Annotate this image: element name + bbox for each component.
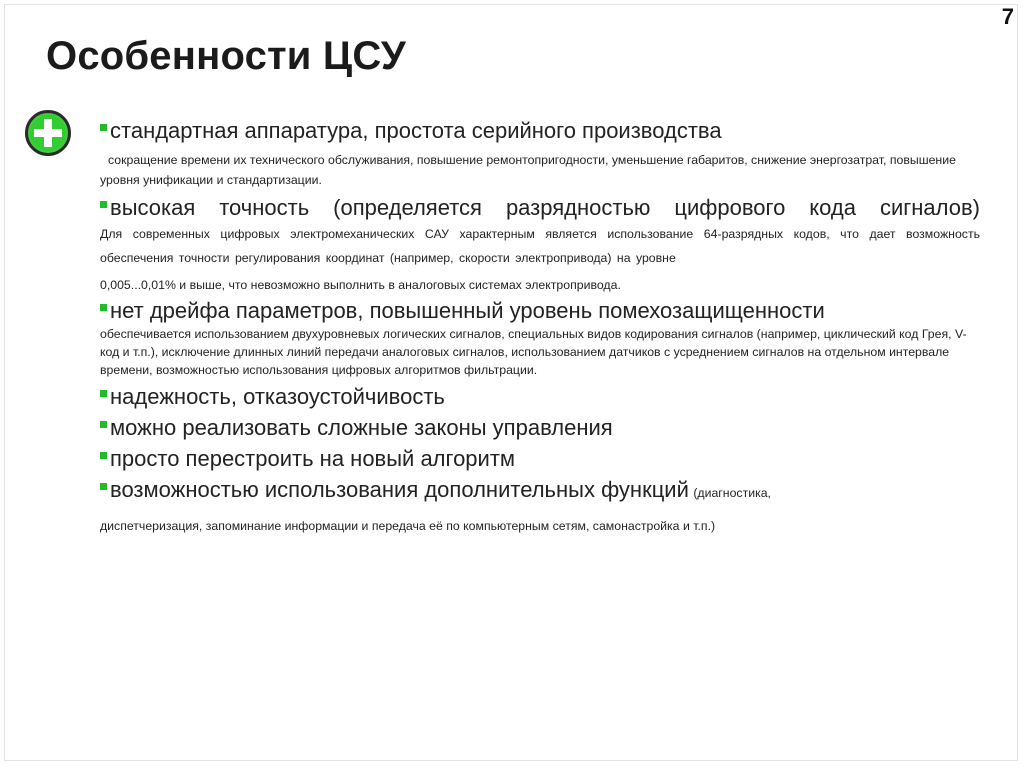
- list-item: [100, 476, 980, 533]
- item-main-text: высокая точность (определяется разрядностью цифрового кода сигналов): [110, 195, 980, 220]
- bullet-marker: [100, 421, 107, 428]
- item-detail-tail: диспетчеризация, запоминание информации и передача её по компьютерным сетям, самонастройка и т.п.): [100, 519, 716, 533]
- bullet-marker: [100, 483, 107, 490]
- list-item: [100, 297, 980, 379]
- list-item: [100, 383, 980, 414]
- bullet-marker: [100, 452, 107, 459]
- item-main-text: надежность, отказоустойчивость: [110, 384, 445, 409]
- list-item: [100, 194, 980, 295]
- bullet-marker: [100, 390, 107, 397]
- list-item: [100, 117, 980, 190]
- bullet-marker: [100, 304, 107, 311]
- item-detail-text: сокращение времени их технического обслуживания, повышение ремонтопригодности, уменьшение габаритов, снижение энергозатрат, повышение уровня унификации и стандартизации.: [100, 153, 956, 187]
- item-detail-text: обеспечивается использованием двухуровневых логических сигналов, специальных видов кодирования сигналов (например, циклический код Грея, V-код и т.п.), исключение длинных линий передачи аналоговых сигналов, использованием датчиков с усреднением сигналов на отдельном интервале времени, возможностью использования цифровых алгоритмов фильтрации.: [100, 327, 967, 377]
- bullet-marker: [100, 124, 107, 131]
- item-detail-text: Для современных цифровых электромеханических САУ характерным является использование 64-разрядных кодов, что дает возможность обеспечения точности регулирования координат (например, скорости электропривода) на уровне: [100, 227, 980, 265]
- list-item: [100, 445, 980, 476]
- page-number: 7: [1001, 4, 1014, 29]
- bullet-marker: [100, 201, 107, 208]
- item-main-text: нет дрейфа параметров, повышенный уровень помехозащищенности: [110, 298, 825, 323]
- item-detail-text: (диагностика,: [693, 486, 771, 500]
- plus-icon: [24, 109, 72, 157]
- item-main-text: просто перестроить на новый алгоритм: [110, 446, 516, 471]
- item-main-text: стандартная аппаратура, простота серийного производства: [110, 118, 722, 143]
- item-detail-tail: 0,005...0,01% и выше, что невозможно выполнить в аналоговых системах электропривода.: [100, 278, 621, 292]
- item-main-text: возможностью использования дополнительных функций: [110, 477, 689, 502]
- slide-title: Особенности ЦСУ: [46, 34, 406, 78]
- content-list: [100, 117, 980, 533]
- short-items: [100, 383, 980, 533]
- list-item: [100, 414, 980, 445]
- item-main-text: можно реализовать сложные законы управления: [110, 415, 613, 440]
